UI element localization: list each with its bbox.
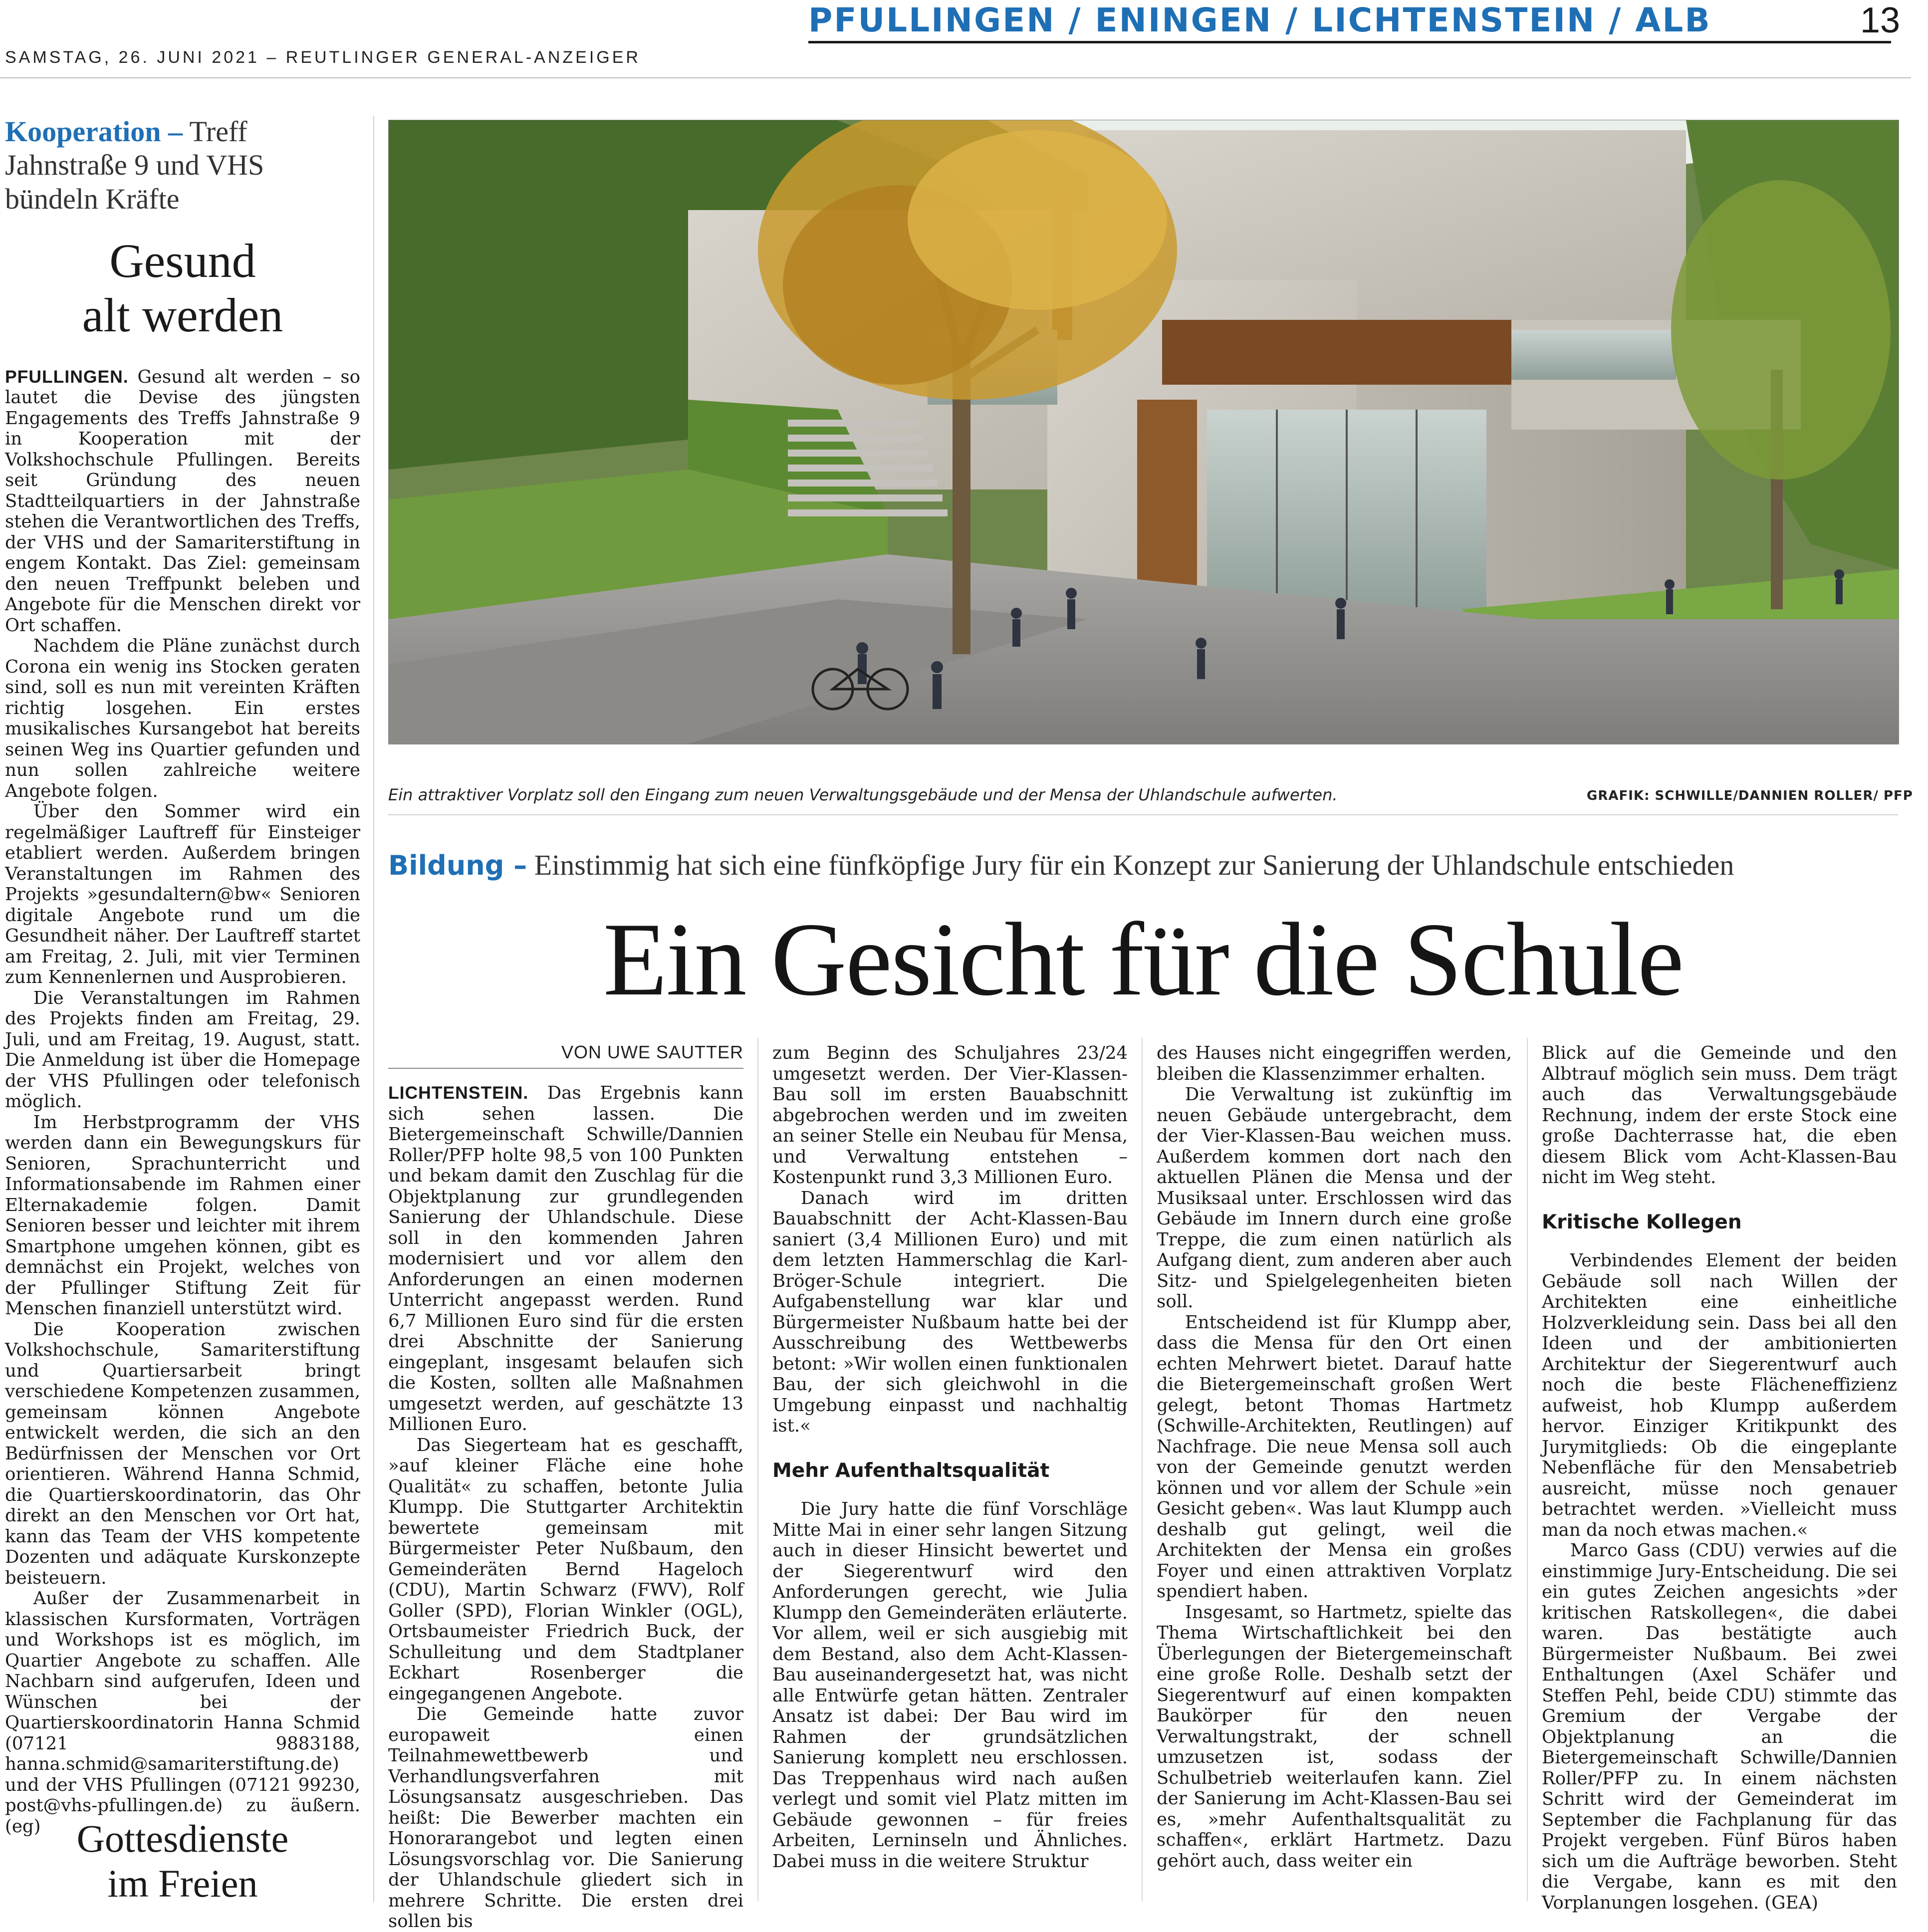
paragraph: Danach wird im dritten Bauabschnitt der Acht-Klassen-Bau saniert (3,4 Millionen Euro) und mit dem letzten Hammerschlag die Karl-Bröger-Schule integriert. Die Aufgabenstellung war klar und Bürgermeister Nußbaum hatte bei der Ausschreibung des Wettbewerbs betont: »Wir wollen einen funktionalen Bau, der sich gleichwohl in die Umgebung einpasst und nachhaltig ist.«: [772, 1188, 1128, 1436]
main-article-kicker: [388, 848, 1898, 882]
main-article-column-1: [388, 1083, 743, 1932]
issue-date-line: SAMSTAG, 26. JUNI 2021 – REUTLINGER GENERAL-ANZEIGER: [5, 48, 641, 67]
left-kicker-text: Treff Jahnstraße 9 und VHS bündeln Kräfte: [5, 115, 264, 215]
column-divider: [1527, 1038, 1528, 1901]
main-kicker-topic: Bildung –: [388, 850, 527, 881]
paragraph: Außer der Zusammenarbeit in klassischen Kursformaten, Vorträgen und Workshops ist es möglich, im Quartier Angebote zu schaffen. Alle Nachbarn sind aufgerufen, Ideen und Wünschen bei der Quartierskoordinatorin Hanna Schmid (07121 9883188, hanna.schmid@samariterstiftung.de) und der VHS Pfullingen (07121 99230, post@vhs-pfullingen.de) zu äußern. (eg): [5, 1588, 360, 1837]
byline: VON UWE SAUTTER: [561, 1042, 743, 1062]
paragraph-text: Das Ergebnis kann sich sehen lassen. Die Bietergemeinschaft Schwille/Dannien Roller/PFP holte 98,5 von 100 Punkten und bekam damit den Zuschlag für die Objektplanung zur grundlegenden Sanierung der Uhlandschule. Diese soll in den kommenden Jahren modernisiert und vor allem den Anforderungen an einen modernen Unterricht angepasst werden. Rund 6,7 Millionen Euro sind für die ersten drei Abschnitte der Sanierung eingeplant, insgesamt belaufen sich die Kosten, sollten alle Maßnahmen umgesetzt werden, auf geschätzte 13 Millionen Euro.: [388, 1083, 743, 1435]
paragraph: Insgesamt, so Hartmetz, spielte das Thema Wirtschaftlichkeit bei den Überlegungen der Bietergemeinschaft eine große Rolle. Deshalb setzt der Siegerentwurf auf einen kompakten Baukörper für den neuen Verwaltungstrakt, der schnell umzusetzen ist, sodass der Schulbetrieb weiterlaufen kann. Ziel der Sanierung im Acht-Klassen-Bau sei es, »mehr Aufenthaltsqualität zu schaffen«, erklärt Hartmetz. Dazu gehört auch, dass weiter ein: [1157, 1602, 1512, 1871]
main-kicker-text: Einstimmig hat sich eine fünfköpfige Jury für ein Konzept zur Sanierung der Uhlandschule entschieden: [527, 849, 1734, 881]
paragraph: Verbindendes Element der beiden Gebäude soll nach Willen der Architekten eine einheitliche Holzverkleidung sein. Dass bei all den Ideen und der ambitionierten Architektur der Siegerentwurf auch noch die beste Flächeneffizienz aufweist, hob Klumpp außerdem hervor. Einziger Kritikpunkt des Jurymitglieds: Ob die eingeplante Nebenfläche für den Mensabetrieb ausreicht, müsse noch genauer betrachtet werden. »Vielleicht muss man da noch etwas machen.«: [1542, 1250, 1897, 1540]
dateline: PFULLINGEN.: [5, 366, 129, 387]
next-article-headline: [5, 1816, 360, 1907]
paragraph: des Hauses nicht eingegriffen werden, bleiben die Klassenzimmer erhalten.: [1157, 1043, 1512, 1084]
left-article-body: [5, 367, 360, 1837]
paragraph: Über den Sommer wird ein regelmäßiger Lauftreff für Einsteiger etabliert werden. Außerdem bringen Veranstaltungen im Rahmen des Projekts »gesundaltern@bw« Senioren digitale Angebote rund um die Gesundheit näher. Der Lauftreff startet am Freitag, 2. Juli, mit vier Terminen zum Kennenlernen und Ausprobieren.: [5, 801, 360, 988]
column-divider: [373, 116, 374, 1902]
paragraph: Im Herbstprogramm der VHS werden dann ein Bewegungskurs für Senioren, Sprachunterricht und Informationsabende im Rahmen einer Elternakademie folgen. Damit Senioren besser und leichter mit ihrem Smartphone umgehen können, gibt es demnächst ein Projekt, welches von der Pfullinger Stiftung Zeit für Menschen finanziell unterstützt wird.: [5, 1112, 360, 1319]
column-divider: [757, 1038, 758, 1901]
main-article-headline: Ein Gesicht für die Schule: [603, 902, 1684, 1017]
paragraph: Die Verwaltung ist zukünftig im neuen Gebäude untergebracht, dem der Vier-Klassen-Bau weichen muss. Außerdem kommen dort nach den aktuellen Plänen die Mensa und der Musiksaal unter. Erschlossen wird das Gebäude im Innern durch eine große Treppe, die zum einen natürlich als Aufgang dient, zum anderen aber auch Sitz- und Spielgelegenheiten bieten soll.: [1157, 1084, 1512, 1312]
paragraph: [388, 1083, 743, 1435]
subheading: Mehr Aufenthaltsqualität: [772, 1459, 1050, 1482]
photo-credit: GRAFIK: SCHWILLE/DANNIEN ROLLER/ PFP: [1587, 788, 1913, 803]
left-article-kicker: [5, 115, 360, 216]
byline-divider: [388, 1068, 743, 1069]
caption-divider: [388, 814, 1898, 815]
next-headline-line-2: im Freien: [107, 1862, 258, 1906]
dateline: LICHTENSTEIN.: [388, 1083, 529, 1103]
section-header-bar: [808, 0, 1891, 43]
main-article-column-2: [772, 1043, 1128, 1872]
left-article-headline: [5, 234, 360, 343]
paragraph: Die Gemeinde hatte zuvor europaweit einen Teilnahmewettbewerb und Verhandlungsverfahren mit Lösungsansatz ausgeschrieben. Das heißt: Die Bewerber machten ein Honorarangebot und legten einen Lösungsvorschlag vor. Die Sanierung der Uhlandschule gliedert sich in mehrere Schritte. Die ersten drei sollen bis: [388, 1704, 743, 1932]
paragraph: Marco Gass (CDU) verwies auf die einstimmige Jury-Entscheidung. Die sei ein gutes Zeichen angesichts »der kritischen Ratskollegen«, die dabei waren. Das bestätigte auch Bürgermeister Nußbaum. Bei zwei Enthaltungen (Axel Schäfer und Steffen Pehl, beide CDU) stimmte das Gremium der Vergabe der Objektplanung an die Bietergemeinschaft Schwille/Dannien Roller/PFP zu. In einem nächsten Schritt wird der Gemeinderat im September die Fachplanung für das Projekt vergeben. Fünf Büros haben sich um die Aufträge beworben. Steht die Vergabe, kann es mit den Vorplanungen losgehen. (GEA): [1542, 1540, 1897, 1913]
paragraph: Die Veranstaltungen im Rahmen des Projekts finden am Freitag, 29. Juli, und am Freitag, 19. August, statt. Die Anmeldung ist über die Homepage der VHS Pfullingen oder telefonisch möglich.: [5, 987, 360, 1112]
next-headline-line-1: Gottesdienste: [76, 1817, 289, 1860]
column-divider: [1142, 1038, 1143, 1901]
paragraph: [5, 367, 360, 636]
subheading: Kritische Kollegen: [1542, 1210, 1742, 1233]
page-number: 13: [1860, 0, 1901, 40]
left-headline-line-1: Gesund: [109, 234, 256, 287]
header-divider: [0, 77, 1911, 78]
left-headline-line-2: alt werden: [82, 288, 283, 342]
rendering-illustration: [389, 120, 1899, 744]
paragraph: Die Kooperation zwischen Volkshochschule, Samariterstiftung und Quartiersarbeit bringt verschiedene Kompetenzen zusammen, gemeinsam können Angebote entwickelt werden, die sich an den Bedürfnissen der Menschen vor Ort orientieren. Während Hanna Schmid, die Quartierskoordinatorin, das Ohr direkt an den Menschen vor Ort hat, kann das Team der VHS kompetente Dozenten und adäquate Kurskonzepte beisteuern.: [5, 1319, 360, 1588]
main-article-column-4: [1542, 1043, 1897, 1913]
paragraph: Die Jury hatte die fünf Vorschläge Mitte Mai in einer sehr langen Sitzung auch in dieser Hinsicht bewertet und der Siegerentwurf wird den Anforderungen gerecht, wie Julia Klumpp den Gemeinderäten erläuterte. Vor allem, weil er sich ausgiebig mit dem Bestand, also dem Acht-Klassen-Bau auseinandergesetzt hat, was nicht alle Entwürfe getan hätten. Zentraler Ansatz ist dabei: Der Bau wird im Rahmen der grundsätzlichen Sanierung komplett neu erschlossen. Das Treppenhaus wird nach außen verlegt und somit viel Platz mitten im Gebäude gewonnen – für freies Arbeiten, Lerninseln und Ähnliches. Dabei muss in die weitere Struktur: [772, 1499, 1128, 1872]
left-kicker-topic: Kooperation –: [5, 115, 183, 148]
paragraph: zum Beginn des Schuljahres 23/24 umgesetzt werden. Der Vier-Klassen-Bau soll im ersten Bauabschnitt abgebrochen werden und im zweiten an seiner Stelle ein Neubau für Mensa, und Verwaltung entstehen – Kostenpunkt rund 3,3 Millionen Euro.: [772, 1043, 1128, 1188]
paragraph: Nachdem die Pläne zunächst durch Corona ein wenig ins Stocken geraten sind, soll es nun mit vereinten Kräften richtig losgehen. Ein erstes musikalisches Kursangebot hat bereits seinen Weg ins Quartier gefunden und nun sollen zahlreiche weitere Angebote folgen.: [5, 636, 360, 801]
left-article: [5, 115, 360, 1837]
paragraph-text: Gesund alt werden – so lautet die Devise des jüngsten Engagements des Treffs Jahnstraße 9 in Kooperation mit der Volkshochschule Pfullingen. Bereits seit Gründung des neuen Stadtteilquartiers in der Jahnstraße stehen die Verantwortlichen des Treffs, der VHS und der Samariterstiftung in engem Kontakt. Das Ziel: gemeinsam den neuen Treffpunkt beleben und Angebote für die Menschen direkt vor Ort schaffen.: [5, 366, 360, 636]
paragraph: Blick auf die Gemeinde und den Albtrauf möglich sein muss. Dem trägt auch das Verwaltungsgebäude Rechnung, indem der erste Stock eine große Dachterrasse hat, die eben diesem Blick vom Acht-Klassen-Bau nicht im Weg steht.: [1542, 1043, 1897, 1188]
main-article-column-3: [1157, 1043, 1512, 1871]
architecture-rendering-image: [388, 120, 1899, 744]
photo-caption: Ein attraktiver Vorplatz soll den Eingang zum neuen Verwaltungsgebäude und der Mensa der Uhlandschule aufwerten.: [388, 785, 1338, 804]
paragraph: Das Siegerteam hat es geschafft, »auf kleiner Fläche eine hohe Qualität« zu schaffen, betonte Julia Klumpp. Die Stuttgarter Architektin bewertete gemeinsam mit Bürgermeister Peter Nußbaum, den Gemeinderäten Bernd Hageloch (CDU), Martin Schwarz (FWV), Rolf Goller (SPD), Florian Winkler (OGL), Ortsbaumeister Friedrich Buck, der Schulleitung und dem Stadtplaner Eckhart Rosenberger die eingegangenen Angebote.: [388, 1435, 743, 1704]
paragraph: Entscheidend ist für Klumpp aber, dass die Mensa für den Ort einen echten Mehrwert bietet. Darauf hatte die Bietergemeinschaft großen Wert gelegt, betont Thomas Hartmetz (Schwille-Architekten, Reutlingen) auf Nachfrage. Die neue Mensa soll auch von der Gemeinde genutzt werden können und vor allem der Schule »ein Gesicht geben«. Was laut Klumpp auch deshalb gut gelingt, weil die Architekten der Mensa ein großes Foyer und einen attraktiven Vorplatz spendiert haben.: [1157, 1312, 1512, 1602]
section-title: PFULLINGEN / ENINGEN / LICHTENSTEIN / ALB: [808, 1, 1711, 39]
